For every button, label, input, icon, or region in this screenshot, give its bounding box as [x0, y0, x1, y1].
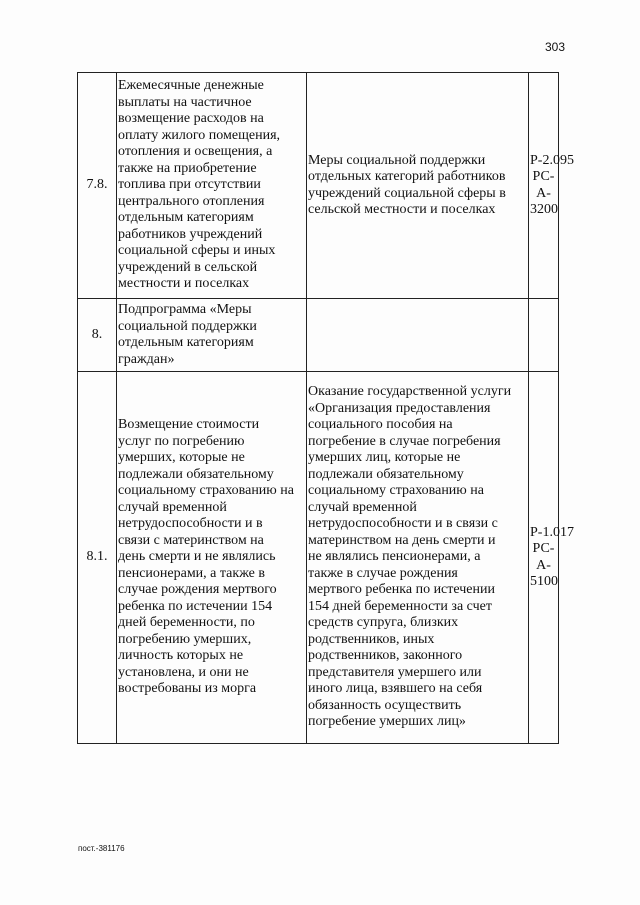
row-name: Подпрограмма «Меры социальной поддержки отдельным категориям граждан»	[117, 299, 307, 372]
row-number: 8.	[78, 299, 117, 372]
page-number: 303	[545, 40, 566, 54]
table-row	[78, 299, 559, 372]
row-code: Р-1.017 РС-А- 5100	[529, 372, 559, 744]
row-name: Ежемесячные денежные выплаты на частичное возмещение расходов на оплату жилого помещения, отопления и освещения, а также на приобретение топлива при отсутствии центрального отопления отдельным категориям работников учреждений социальной сферы и иных учреждений в сельской местности и поселках	[117, 73, 307, 299]
footer-code: пост.-381176	[78, 844, 125, 853]
row-number: 8.1.	[78, 372, 117, 744]
table-row	[78, 73, 559, 299]
row-measure: Меры социальной поддержки отдельных категорий работников учреждений социальной сферы в сельской местности и поселках	[307, 73, 529, 299]
table-row	[78, 372, 559, 744]
row-code: Р-2.095 РС-А- 3200	[529, 73, 559, 299]
services-table	[77, 72, 574, 744]
row-code	[529, 299, 559, 372]
row-name: Возмещение стоимости услуг по погребению умерших, которые не подлежали обязательному социальному страхованию на случай временной нетрудоспособности и в связи с материнством на день смерти и не являлись пенсионерами, а также в случае рождения мертвого ребенка по истечении 154 дней беременности, по погребению умерших, личность которых не установлена, и они не востребованы из морга	[117, 372, 307, 744]
row-measure: Оказание государственной услуги «Организация предоставления социального пособия на погребение в случае погребения умерших лиц, которые не подлежали обязательному социальному страхованию на случай временной нетрудоспособности и в связи с материнством на день смерти и не являлись пенсионерами, а также в случае рождения мертвого ребенка по истечении 154 дней беременности за счет средств супруга, близких родственников, иных родственников, законного представителя умершего или иного лица, взявшего на себя обязанность осуществить погребение умерших лиц»	[307, 372, 529, 744]
row-measure	[307, 299, 529, 372]
row-number: 7.8.	[78, 73, 117, 299]
